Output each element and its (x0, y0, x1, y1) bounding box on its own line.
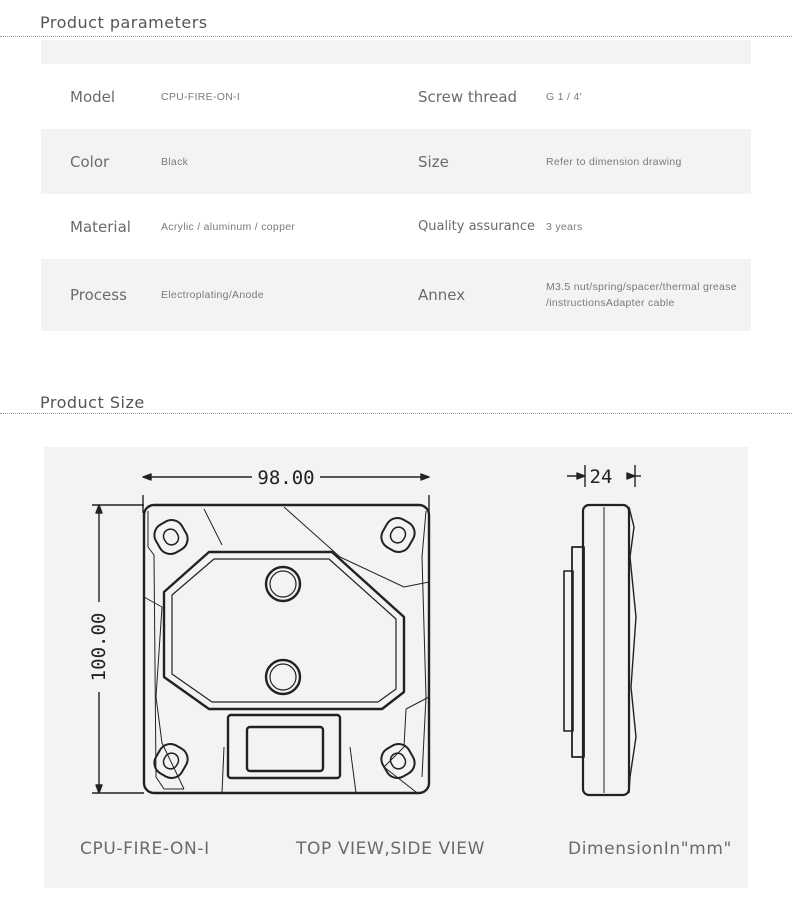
table-top-strip (41, 40, 751, 64)
param-label: Process (70, 286, 127, 304)
side-dimension-label: 24 (589, 466, 613, 488)
param-label: Annex (418, 286, 466, 304)
caption-view: TOP VIEW,SIDE VIEW (296, 839, 486, 859)
display-window (228, 715, 340, 778)
param-value: G 1 / 4' (546, 90, 582, 103)
param-label: Screw thread (418, 87, 518, 106)
width-dimension-label: 98.00 (257, 467, 315, 489)
param-value: 3 years (546, 220, 583, 233)
section-title: Product parameters (40, 13, 208, 32)
param-value: Acrylic / aluminum / copper (161, 220, 296, 233)
param-value: Black (161, 155, 189, 168)
parameters-table (41, 40, 751, 331)
table-row (41, 129, 751, 194)
dotted-divider (0, 413, 792, 414)
param-label: Color (70, 152, 110, 171)
param-label: Material (70, 217, 131, 236)
table-row (41, 194, 751, 259)
param-label: Quality assurance (418, 219, 536, 234)
param-label: Model (70, 87, 116, 106)
mounting-hole (377, 514, 419, 557)
param-value: M3.5 nut/spring/spacer/thermal grease /instructionsAdapter cable (546, 281, 737, 309)
side-view (564, 465, 641, 795)
port (266, 567, 300, 601)
dimension-drawing-panel (44, 447, 748, 888)
param-value: CPU-FIRE-ON-I (161, 90, 241, 103)
section-title: Product Size (40, 393, 145, 412)
table-row (41, 259, 751, 331)
param-value: Electroplating/Anode (161, 289, 264, 301)
mounting-hole (150, 516, 192, 559)
caption-model: CPU-FIRE-ON-I (80, 839, 210, 859)
top-view (144, 505, 429, 793)
dimension-drawing (44, 447, 748, 888)
caption-units: DimensionIn"mm" (568, 839, 732, 859)
port (266, 660, 300, 694)
param-value: Refer to dimension drawing (546, 155, 682, 168)
mounting-hole (377, 740, 419, 783)
table-row (41, 64, 751, 129)
octagon-window (164, 552, 404, 709)
section-header-size (0, 390, 792, 430)
dotted-divider (0, 36, 792, 37)
height-dimension-label: 100.00 (88, 612, 110, 682)
param-label: Size (418, 152, 449, 171)
